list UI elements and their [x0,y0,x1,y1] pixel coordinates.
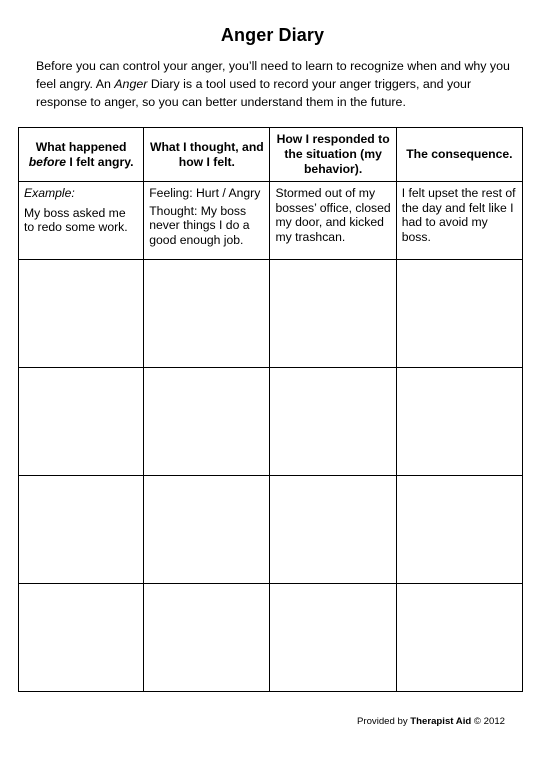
entry-cell-what-happened[interactable] [19,368,144,476]
entry-cell-responded[interactable] [270,368,396,476]
header-consequence: The consequence. [396,128,522,182]
entry-cell-thought-felt[interactable] [144,368,270,476]
example-feeling-text: Feeling: Hurt / Angry [149,186,261,200]
footer-brand: Therapist Aid [410,716,472,727]
example-label: Example: [24,186,75,200]
entry-cell-what-happened[interactable] [19,260,144,368]
example-what-happened-text: My boss asked me to redo some work. [24,205,128,234]
entry-cell-what-happened[interactable] [19,476,144,584]
example-cell-responded: Stormed out of my bosses’ office, closed my door, and kicked my trashcan. [270,182,396,260]
entry-cell-thought-felt[interactable] [144,584,270,692]
example-cell-what-happened [19,182,144,260]
entry-row-1 [19,260,523,368]
example-cell-thought-felt [144,182,270,260]
header-what-happened-line1: What happened [35,139,127,154]
entry-cell-responded[interactable] [270,260,396,368]
header-thought-felt: What I thought, and how I felt. [144,128,270,182]
entry-row-3 [19,476,523,584]
entry-cell-thought-felt[interactable] [144,476,270,584]
intro-text-end: Diary is a tool used to record your anger triggers, and your response to anger, so you can better understand them in the future. [36,77,472,109]
example-row [19,182,523,260]
footer-prefix: Provided by [356,716,411,727]
entry-cell-consequence[interactable] [396,584,522,692]
entry-cell-thought-felt[interactable] [144,260,270,368]
entry-row-2 [19,368,523,476]
entry-cell-responded[interactable] [270,476,396,584]
header-row [19,128,523,182]
page-title: Anger Diary [220,25,325,45]
example-thought-text: Thought: My boss never things I do a good enough job. [149,203,250,247]
intro-text-start: Before you can control your anger, you’ll need to learn to recognize when and why you feel angry. An [36,59,510,91]
header-responded: How I responded to the situation (my behavior). [270,128,396,182]
entry-row-4 [19,584,523,692]
entry-cell-consequence[interactable] [396,368,522,476]
intro-paragraph [36,57,516,111]
header-before-word: before [28,154,66,169]
entry-cell-responded[interactable] [270,584,396,692]
entry-cell-what-happened[interactable] [19,584,144,692]
footer-suffix: © 2012 [471,716,505,727]
anger-diary-table [18,127,523,692]
intro-italic-word: Anger [114,77,148,91]
header-what-happened [19,128,144,182]
example-cell-consequence: I felt upset the rest of the day and felt like I had to avoid my boss. [396,182,522,260]
header-what-happened-line2: I felt angry. [65,154,134,169]
entry-cell-consequence[interactable] [396,476,522,584]
footer-credit [357,716,505,727]
entry-cell-consequence[interactable] [396,260,522,368]
